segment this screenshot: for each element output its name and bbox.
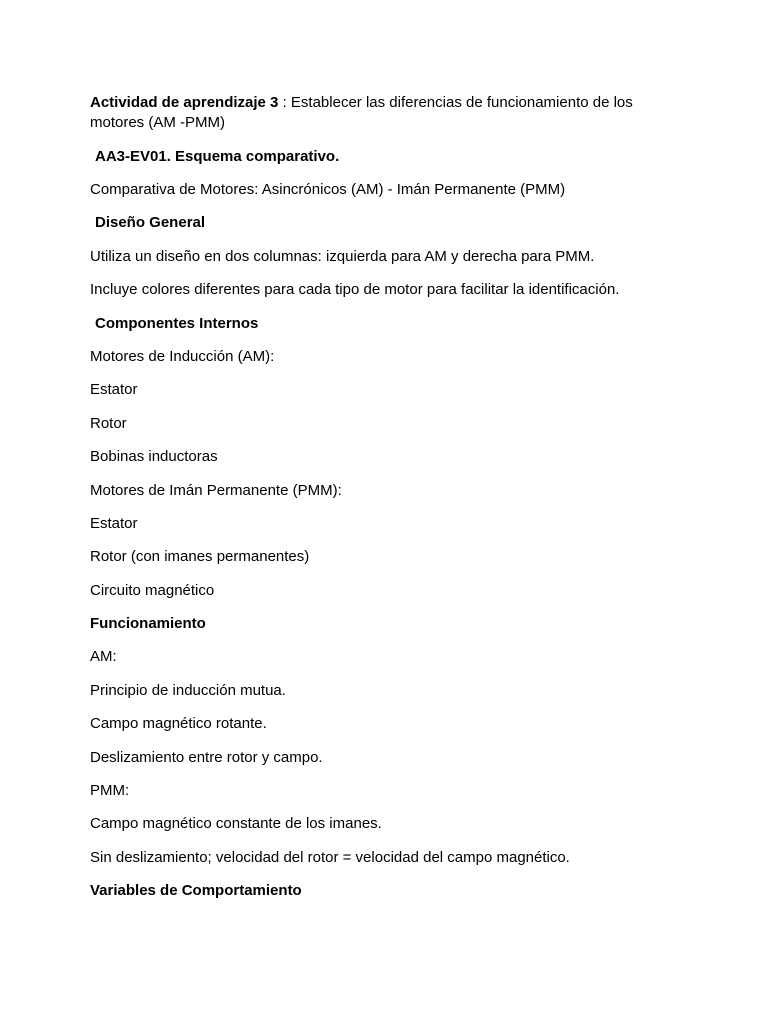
design-item: Utiliza un diseño en dos columnas: izquierda para AM y derecha para PMM. xyxy=(90,247,595,265)
pmm-component-item: Rotor (con imanes permanentes) xyxy=(90,548,310,566)
comparison-title: Comparativa de Motores: Asincrónicos (AM) - Imán Permanente (PMM) xyxy=(90,180,566,198)
am-component-item: Bobinas inductoras xyxy=(90,448,218,466)
design-item: Incluye colores diferentes para cada tipo de motor para facilitar la identificación. xyxy=(90,281,620,299)
am-operation-item: Deslizamiento entre rotor y campo. xyxy=(90,748,323,766)
activity-description: : Establecer las diferencias de funcionamiento de los motores (AM -PMM) xyxy=(90,94,633,131)
pmm-component-item: Circuito magnético xyxy=(90,581,215,599)
am-components-label: Motores de Inducción (AM): xyxy=(90,347,275,365)
pmm-operation-item: Sin deslizamiento; velocidad del rotor = velocidad del campo magnético. xyxy=(90,848,570,866)
am-component-item: Estator xyxy=(90,381,138,399)
pmm-component-item: Estator xyxy=(90,514,138,532)
evidence-title: AA3-EV01. Esquema comparativo. xyxy=(95,147,340,165)
operation-heading: Funcionamiento xyxy=(90,615,206,633)
design-heading: Diseño General xyxy=(95,214,206,232)
activity-title: Actividad de aprendizaje 3 xyxy=(90,94,279,111)
pmm-operation-item: Campo magnético constante de los imanes. xyxy=(90,815,382,833)
am-operation-item: Campo magnético rotante. xyxy=(90,715,267,733)
document-body xyxy=(90,93,680,915)
am-operation-item: Principio de inducción mutua. xyxy=(90,681,286,699)
pmm-components-label: Motores de Imán Permanente (PMM): xyxy=(90,481,342,499)
components-heading: Componentes Internos xyxy=(95,314,259,332)
pmm-operation-label: PMM: xyxy=(90,782,130,800)
activity-intro xyxy=(90,93,680,133)
variables-heading: Variables de Comportamiento xyxy=(90,882,302,900)
am-component-item: Rotor xyxy=(90,414,127,432)
am-operation-label: AM: xyxy=(90,648,117,666)
